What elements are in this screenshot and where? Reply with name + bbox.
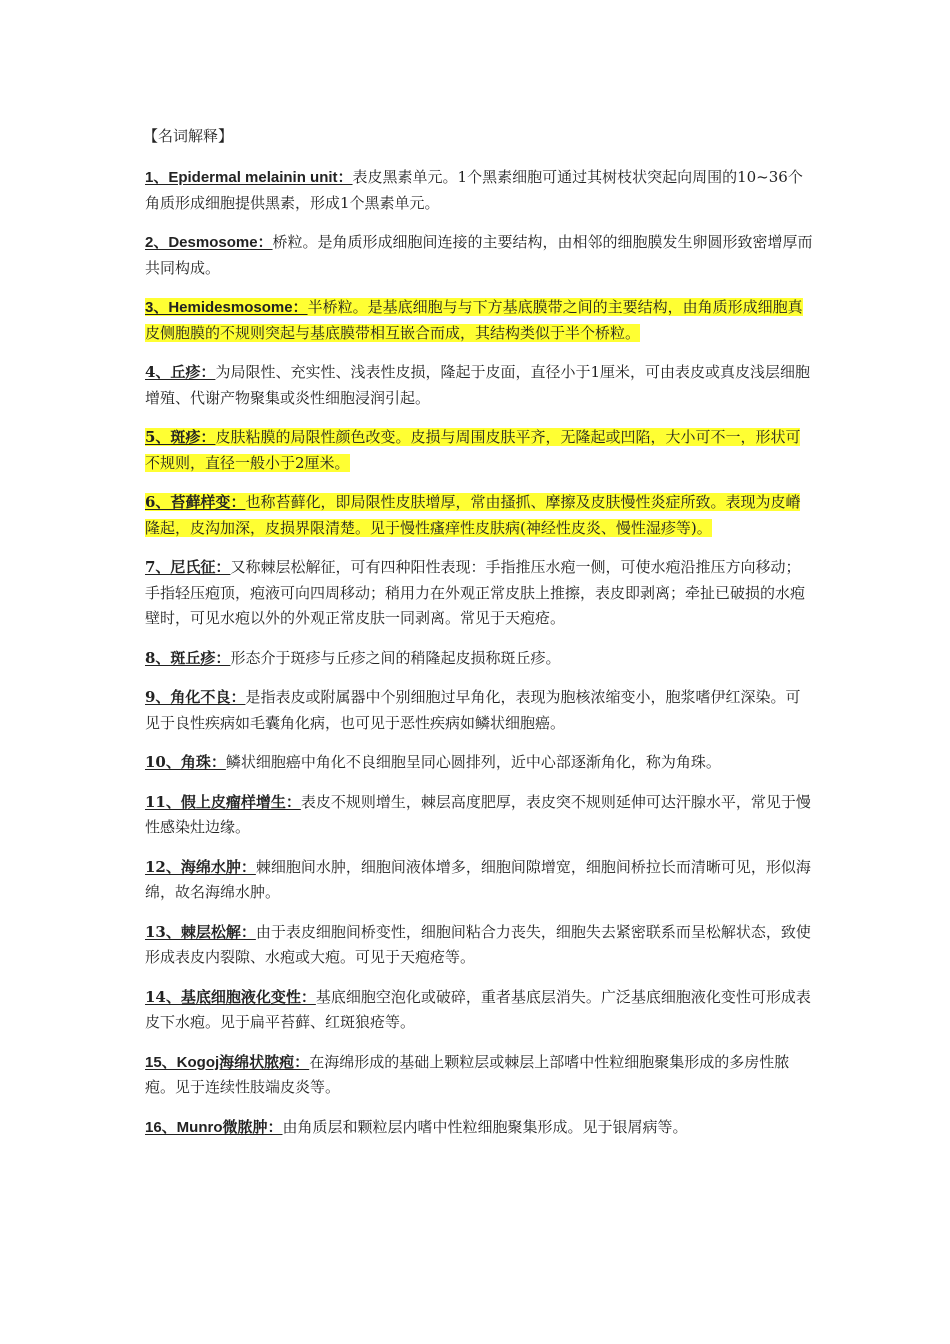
entry-term: 9、角化不良： (145, 688, 246, 706)
entry-term: 15、Kogoj海绵状脓疱： (145, 1053, 310, 1071)
entry-definition: 也称苔藓化，即局限性皮肤增厚，常由搔抓、摩擦及皮肤慢性炎症所致。表现为皮嵴隆起，皮沟加深，皮损界限清楚。见于慢性瘙痒性皮肤病(神经性皮炎、慢性湿疹等)。 (145, 493, 801, 537)
entry-definition: 为局限性、充实性、浅表性皮损，隆起于皮面，直径小于1厘米，可由表皮或真皮浅层细胞增殖、代谢产物聚集或炎性细胞浸润引起。 (145, 363, 810, 407)
entry-term: 3、Hemidesmosome： (145, 299, 308, 316)
entry-lichenification (145, 490, 815, 541)
entry-term: 12、海绵水肿： (145, 857, 256, 876)
entry-definition: 基底细胞空泡化或破碎，重者基底层消失。广泛基底细胞液化变性可形成表皮下水疱。见于扁平苔藓、红斑狼疮等。 (145, 987, 811, 1031)
entry-definition: 皮肤粘膜的局限性颜色改变。皮损与周围皮肤平齐，无隆起或凹陷，大小可不一，形状可不规则，直径一般小于2厘米。 (145, 428, 801, 472)
entry-definition: 表皮黑素单元。1个黑素细胞可通过其树枝状突起向周围的10~36个角质形成细胞提供黑素，形成1个黑素单元。 (145, 168, 803, 212)
entry-term: 8、斑丘疹： (145, 648, 231, 667)
entry-keratin-pearl (145, 750, 815, 776)
entry-term: 1、Epidermal melainin unit： (145, 169, 353, 186)
entry-epidermal-melanin-unit (145, 165, 815, 216)
entry-term: 4、丘疹： (145, 363, 216, 381)
entry-dyskeratosis (145, 685, 815, 736)
entry-definition: 在海绵形成的基础上颗粒层或棘层上部嗜中性粒细胞聚集形成的多房性脓疱。见于连续性肢端皮炎等。 (145, 1052, 790, 1096)
section-title: 【名词解释】 (143, 127, 234, 145)
entry-term: 2、Desmosome： (145, 234, 273, 251)
entry-munro-microabscess (145, 1115, 815, 1141)
entry-macule (145, 425, 815, 476)
entry-desmosome (145, 230, 815, 281)
entry-definition: 是指表皮或附属器中个别细胞过早角化，表现为胞核浓缩变小，胞浆嗜伊红深染。可见于良性疾病如毛囊角化病，也可见于恶性疾病如鳞状细胞癌。 (145, 688, 801, 732)
entry-term: 6、苔藓样变： (145, 493, 246, 511)
entry-maculopapule (145, 646, 815, 672)
entry-term: 10、角珠： (145, 753, 226, 771)
entry-definition: 由于表皮细胞间桥变性，细胞间粘合力丧失，细胞失去紧密联系而呈松解状态，致使形成表皮内裂隙、水疱或大疱。可见于天疱疮等。 (145, 922, 811, 966)
entry-definition: 表皮不规则增生，棘层高度肥厚，表皮突不规则延伸可达汗腺水平，常见于慢性感染灶边缘。 (145, 792, 811, 836)
entry-term: 16、Munro微脓肿： (145, 1118, 283, 1136)
entry-nikolsky-sign (145, 555, 815, 632)
document-page (145, 125, 815, 1154)
entry-term: 7、尼氏征： (145, 558, 231, 576)
entry-term: 13、棘层松解： (145, 922, 256, 941)
entry-kogoj-pustule (145, 1050, 815, 1101)
entry-liquefaction-degeneration (145, 985, 815, 1036)
entry-term: 14、基底细胞液化变性： (145, 987, 316, 1006)
entry-definition: 由角质层和颗粒层内嗜中性粒细胞聚集形成。见于银屑病等。 (282, 1117, 688, 1136)
entry-definition: 桥粒。是角质形成细胞间连接的主要结构，由相邻的细胞膜发生卵圆形致密增厚而共同构成。 (145, 233, 813, 277)
entry-definition: 棘细胞间水肿，细胞间液体增多，细胞间隙增宽，细胞间桥拉长而清晰可见，形似海绵，故名海绵水肿。 (145, 857, 811, 901)
entry-hemidesmosome (145, 295, 815, 346)
entry-pseudoepitheliomatous-hyperplasia (145, 790, 815, 841)
entry-definition: 又称棘层松解征，可有四种阳性表现：手指推压水疱一侧，可使水疱沿推压方向移动；手指轻压疱顶，疱液可向四周移动；稍用力在外观正常皮肤上推擦，表皮即剥离；牵扯已破损的水疱壁时，可见水疱以外的外观正常皮肤一同剥离。常见于天疱疮。 (145, 558, 806, 627)
entry-term: 5、斑疹： (145, 428, 216, 446)
entry-definition: 形态介于斑疹与丘疹之间的稍隆起皮损称斑丘疹。 (230, 648, 561, 667)
entry-acantholysis (145, 920, 815, 971)
entry-spongiosis (145, 855, 815, 906)
entry-definition: 鳞状细胞癌中角化不良细胞呈同心圆排列，近中心部逐渐角化，称为角珠。 (225, 753, 721, 771)
entry-papule (145, 360, 815, 411)
entry-term: 11、假上皮瘤样增生： (145, 792, 301, 811)
entry-definition: 半桥粒。是基底细胞与与下方基底膜带之间的主要结构，由角质形成细胞真皮侧胞膜的不规则突起与基底膜带相互嵌合而成，其结构类似于半个桥粒。 (145, 298, 803, 342)
